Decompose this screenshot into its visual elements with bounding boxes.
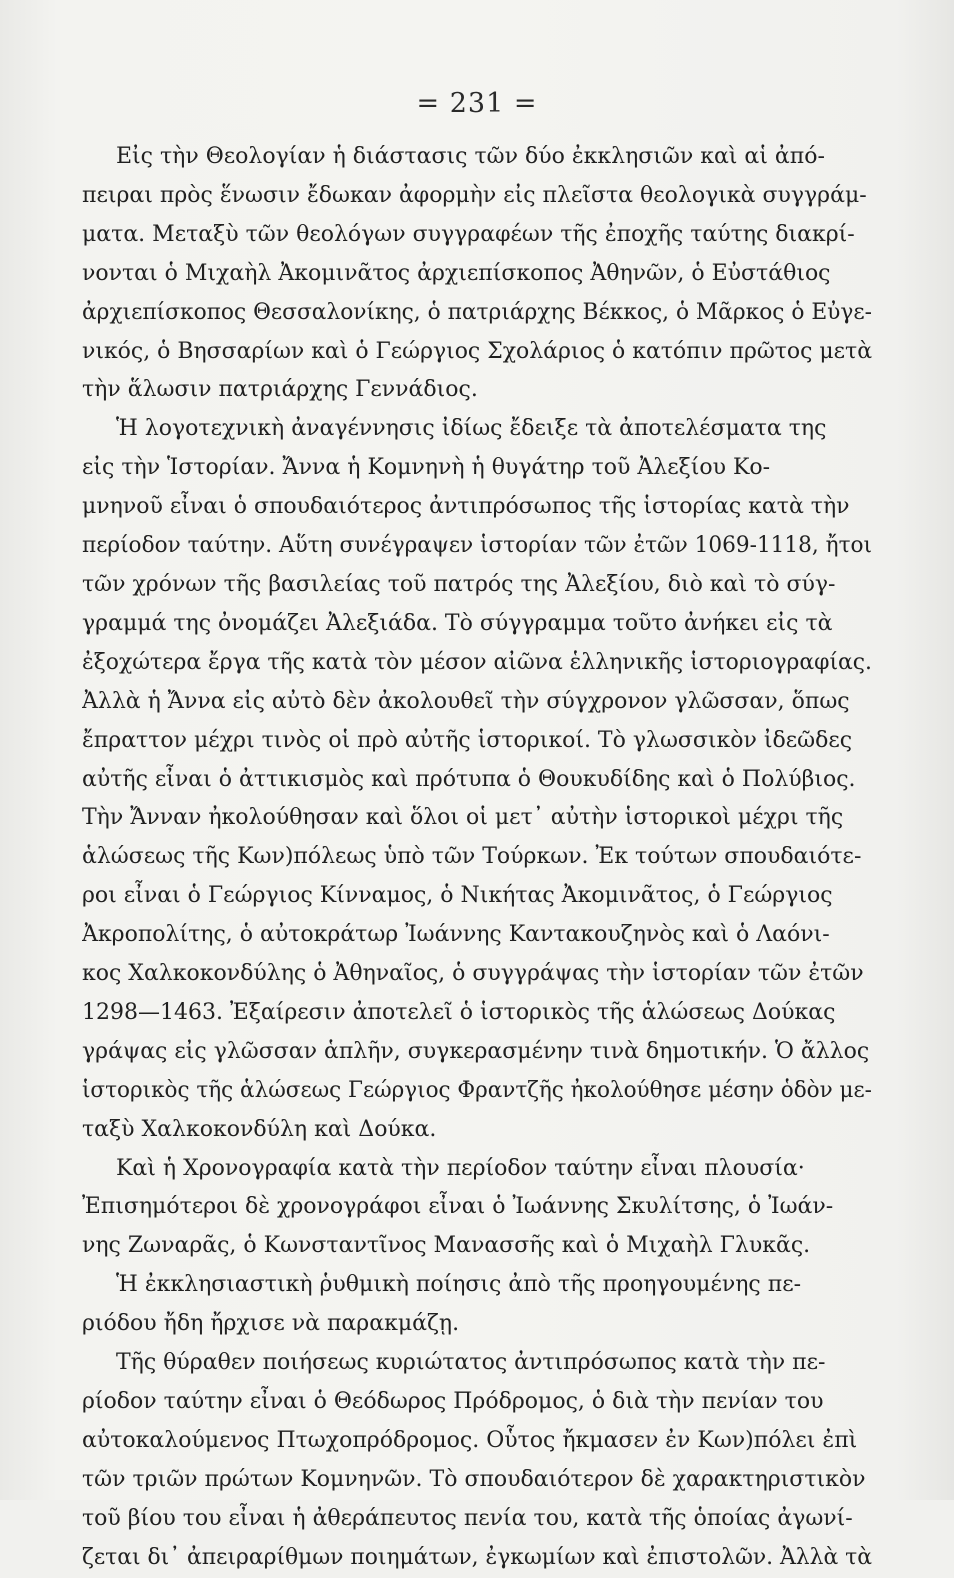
text-line: μνηνοῦ εἶναι ὁ σπουδαιότερος ἀντιπρόσωπος τῆς ἱστορίας κατὰ τὴν [82,494,850,520]
text-line: αὐτοκαλούμενος Πτωχοπρόδρομος. Οὗτος ἤκμασεν ἐν Κων)πόλει ἐπὶ [82,1427,858,1453]
body-text [82,138,872,1578]
page-number: = 231 = [416,88,538,119]
text-line: ἔπραττον μέχρι τινὸς οἱ πρὸ αὐτῆς ἱστορικοί. Τὸ γλωσσικὸν ἰδεῶδες [82,727,853,753]
text-line: Τὴν Ἄνναν ἠκολούθησαν καὶ ὅλοι οἱ μετ᾽ αὐτὴν ἱστορικοὶ μέχρι τῆς [82,805,844,831]
text-line: Εἰς τὴν Θεολογίαν ἡ διάστασις τῶν δύο ἐκκλησιῶν καὶ αἱ ἀπό- [116,144,825,169]
text-line: ζεται δι᾽ ἀπειραρίθμων ποιημάτων, ἐγκωμίων καὶ ἐπιστολῶν. Ἀλλὰ τὰ [82,1544,872,1570]
text-line: νονται ὁ Μιχαὴλ Ἀκομινᾶτος ἀρχιεπίσκοπος Ἀθηνῶν, ὁ Εὐστάθιος [82,260,831,286]
text-line: ματα. Μεταξὺ τῶν θεολόγων συγγραφέων τῆς ἐποχῆς ταύτης διακρί- [82,221,855,247]
text-line: ἁλώσεως τῆς Κων)πόλεως ὑπὸ τῶν Τούρκων. Ἐκ τούτων σπουδαιότε- [82,844,862,870]
text-line: ροι εἶναι ὁ Γεώργιος Κίνναμος, ὁ Νικήτας Ἀκομινᾶτος, ὁ Γεώργιος [82,883,833,909]
text-line: ἐξοχώτερα ἔργα τῆς κατὰ τὸν μέσον αἰῶνα ἑλληνικῆς ἱστοριογραφίας. [82,649,872,675]
text-line: τοῦ βίου του εἶναι ἡ ἀθεράπευτος πενία του, κατὰ τῆς ὁποίας ἀγωνί- [82,1505,853,1531]
text-line: Ἡ λογοτεχνικὴ ἀναγέννησις ἰδίως ἔδειξε τὰ ἀποτελέσματα της [116,416,827,442]
text-line: τῶν τριῶν πρώτων Κομνηνῶν. Τὸ σπουδαιότερον δὲ χαρακτηριστικὸν [82,1466,866,1492]
text-line: τῶν χρόνων τῆς βασιλείας τοῦ πατρός της Ἀλεξίου, διὸ καὶ τὸ σύγ- [82,571,836,597]
text-line: 1298—1463. Ἐξαίρεσιν ἀποτελεῖ ὁ ἱστορικὸς τῆς ἁλώσεως Δούκας [82,999,836,1025]
text-line: Τῆς θύραθεν ποιήσεως κυριώτατος ἀντιπρόσωπος κατὰ τὴν πε- [116,1350,826,1376]
text-line: νης Ζωναρᾶς, ὁ Κωνσταντῖνος Μανασσῆς καὶ ὁ Μιχαὴλ Γλυκᾶς. [82,1233,811,1259]
text-line: Ἀλλὰ ἡ Ἄννα εἰς αὐτὸ δὲν ἀκολουθεῖ τὴν σύγχρονον γλῶσσαν, ὅπως [82,688,850,714]
text-line: Ἐπισημότεροι δὲ χρονογράφοι εἶναι ὁ Ἰωάννης Σκυλίτσης, ὁ Ἰωάν- [82,1194,834,1220]
text-line: περίοδον ταύτην. Αὕτη συνέγραψεν ἱστορίαν τῶν ἐτῶν 1069-1118, ἤτοι [82,533,872,559]
text-line: κος Χαλκοκονδύλης ὁ Ἀθηναῖος, ὁ συγγράψας τὴν ἱστορίαν τῶν ἐτῶν [82,961,864,987]
text-line: τὴν ἅλωσιν πατριάρχης Γεννάδιος. [82,377,478,403]
text-line: Ἀκροπολίτης, ὁ αὐτοκράτωρ Ἰωάννης Καντακουζηνὸς καὶ ὁ Λαόνι- [82,922,830,948]
text-line: ἱστορικὸς τῆς ἁλώσεως Γεώργιος Φραντζῆς ἠκολούθησε μέσην ὁδὸν με- [82,1077,872,1103]
text-line: γραμμά της ὀνομάζει Ἀλεξιάδα. Τὸ σύγγραμμα τοῦτο ἀνήκει εἰς τὰ [82,610,833,636]
text-line: ἀρχιεπίσκοπος Θεσσαλονίκης, ὁ πατριάρχης Βέκκος, ὁ Μᾶρκος ὁ Εὐγε- [82,299,872,325]
text-line: ριόδου ἤδη ἤρχισε νὰ παρακμάζῃ. [82,1311,460,1337]
text-line: αὐτῆς εἶναι ὁ ἀττικισμὸς καὶ πρότυπα ὁ Θουκυδίδης καὶ ὁ Πολύβιος. [82,766,856,792]
text-line: ρίοδον ταύτην εἶναι ὁ Θεόδωρος Πρόδρομος, ὁ διὰ τὴν πενίαν του [82,1389,824,1414]
text-line: ταξὺ Χαλκοκονδύλη καὶ Δούκα. [82,1116,437,1142]
text-line: εἰς τὴν Ἱστορίαν. Ἄννα ἡ Κομνηνὴ ἡ θυγάτηρ τοῦ Ἀλεξίου Κο- [82,455,771,481]
text-line: πειραι πρὸς ἕνωσιν ἔδωκαν ἀφορμὴν εἰς πλεῖστα θεολογικὰ συγγράμ- [82,182,867,208]
text-line: Καὶ ἡ Χρονογραφία κατὰ τὴν περίοδον ταύτην εἶναι πλουσία· [116,1155,805,1181]
text-line: γράψας εἰς γλῶσσαν ἁπλῆν, συγκερασμένην τινὰ δημοτικήν. Ὁ ἄλλος [82,1038,870,1064]
text-line: νικός, ὁ Βησσαρίων καὶ ὁ Γεώργιος Σχολάριος ὁ κατόπιν πρῶτος μετὰ [82,338,872,364]
text-line: Ἡ ἐκκλησιαστικὴ ῥυθμικὴ ποίησις ἀπὸ τῆς προηγουμένης πε- [116,1272,802,1298]
